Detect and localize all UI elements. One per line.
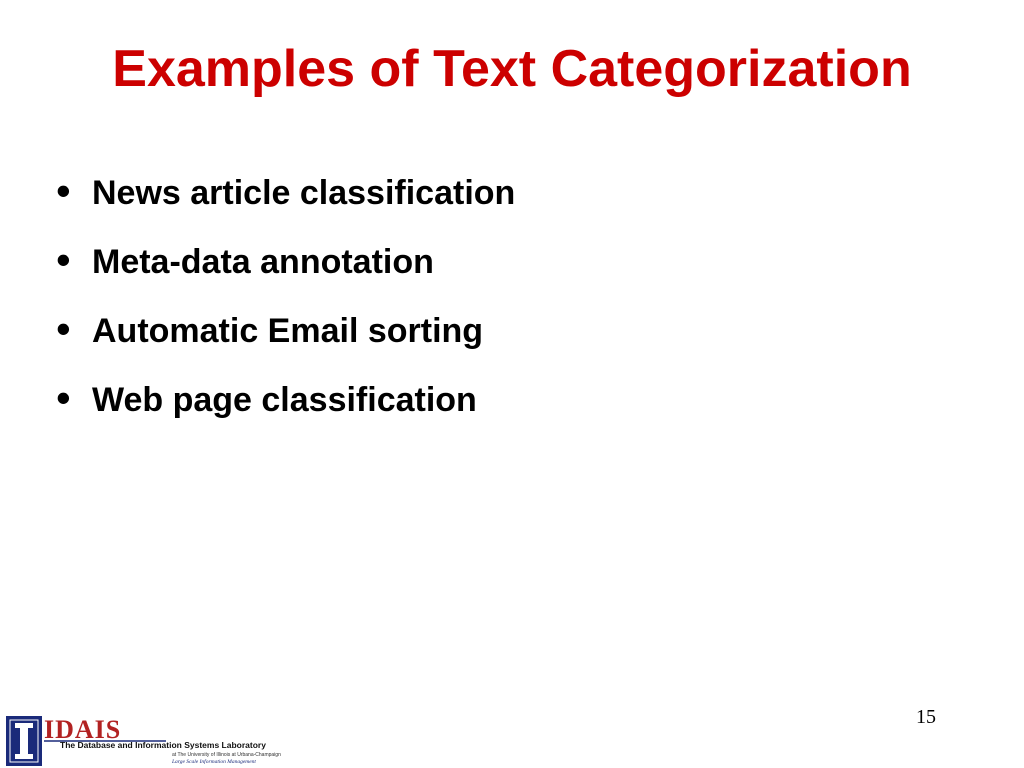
page-number: 15 [916, 706, 936, 728]
bullet-icon: • [56, 167, 71, 214]
lab-affiliation: at The University of Illinois at Urbana-Champaign [172, 752, 281, 758]
slide-title: Examples of Text Categorization [112, 40, 912, 98]
bullet-icon: • [56, 374, 71, 421]
bullet-text: Web page classification [92, 381, 477, 419]
lab-name: The Database and Information Systems Laboratory [60, 740, 266, 750]
bullet-text: Meta-data annotation [92, 243, 434, 281]
footer-logo [4, 714, 294, 768]
lab-tagline: Large Scale Information Management [172, 759, 256, 765]
logo-wordmark: IDAIS [44, 715, 122, 744]
bullet-icon: • [56, 305, 71, 352]
bullet-icon: • [56, 236, 71, 283]
bullet-text: News article classification [92, 174, 516, 212]
bullet-text: Automatic Email sorting [92, 312, 484, 350]
